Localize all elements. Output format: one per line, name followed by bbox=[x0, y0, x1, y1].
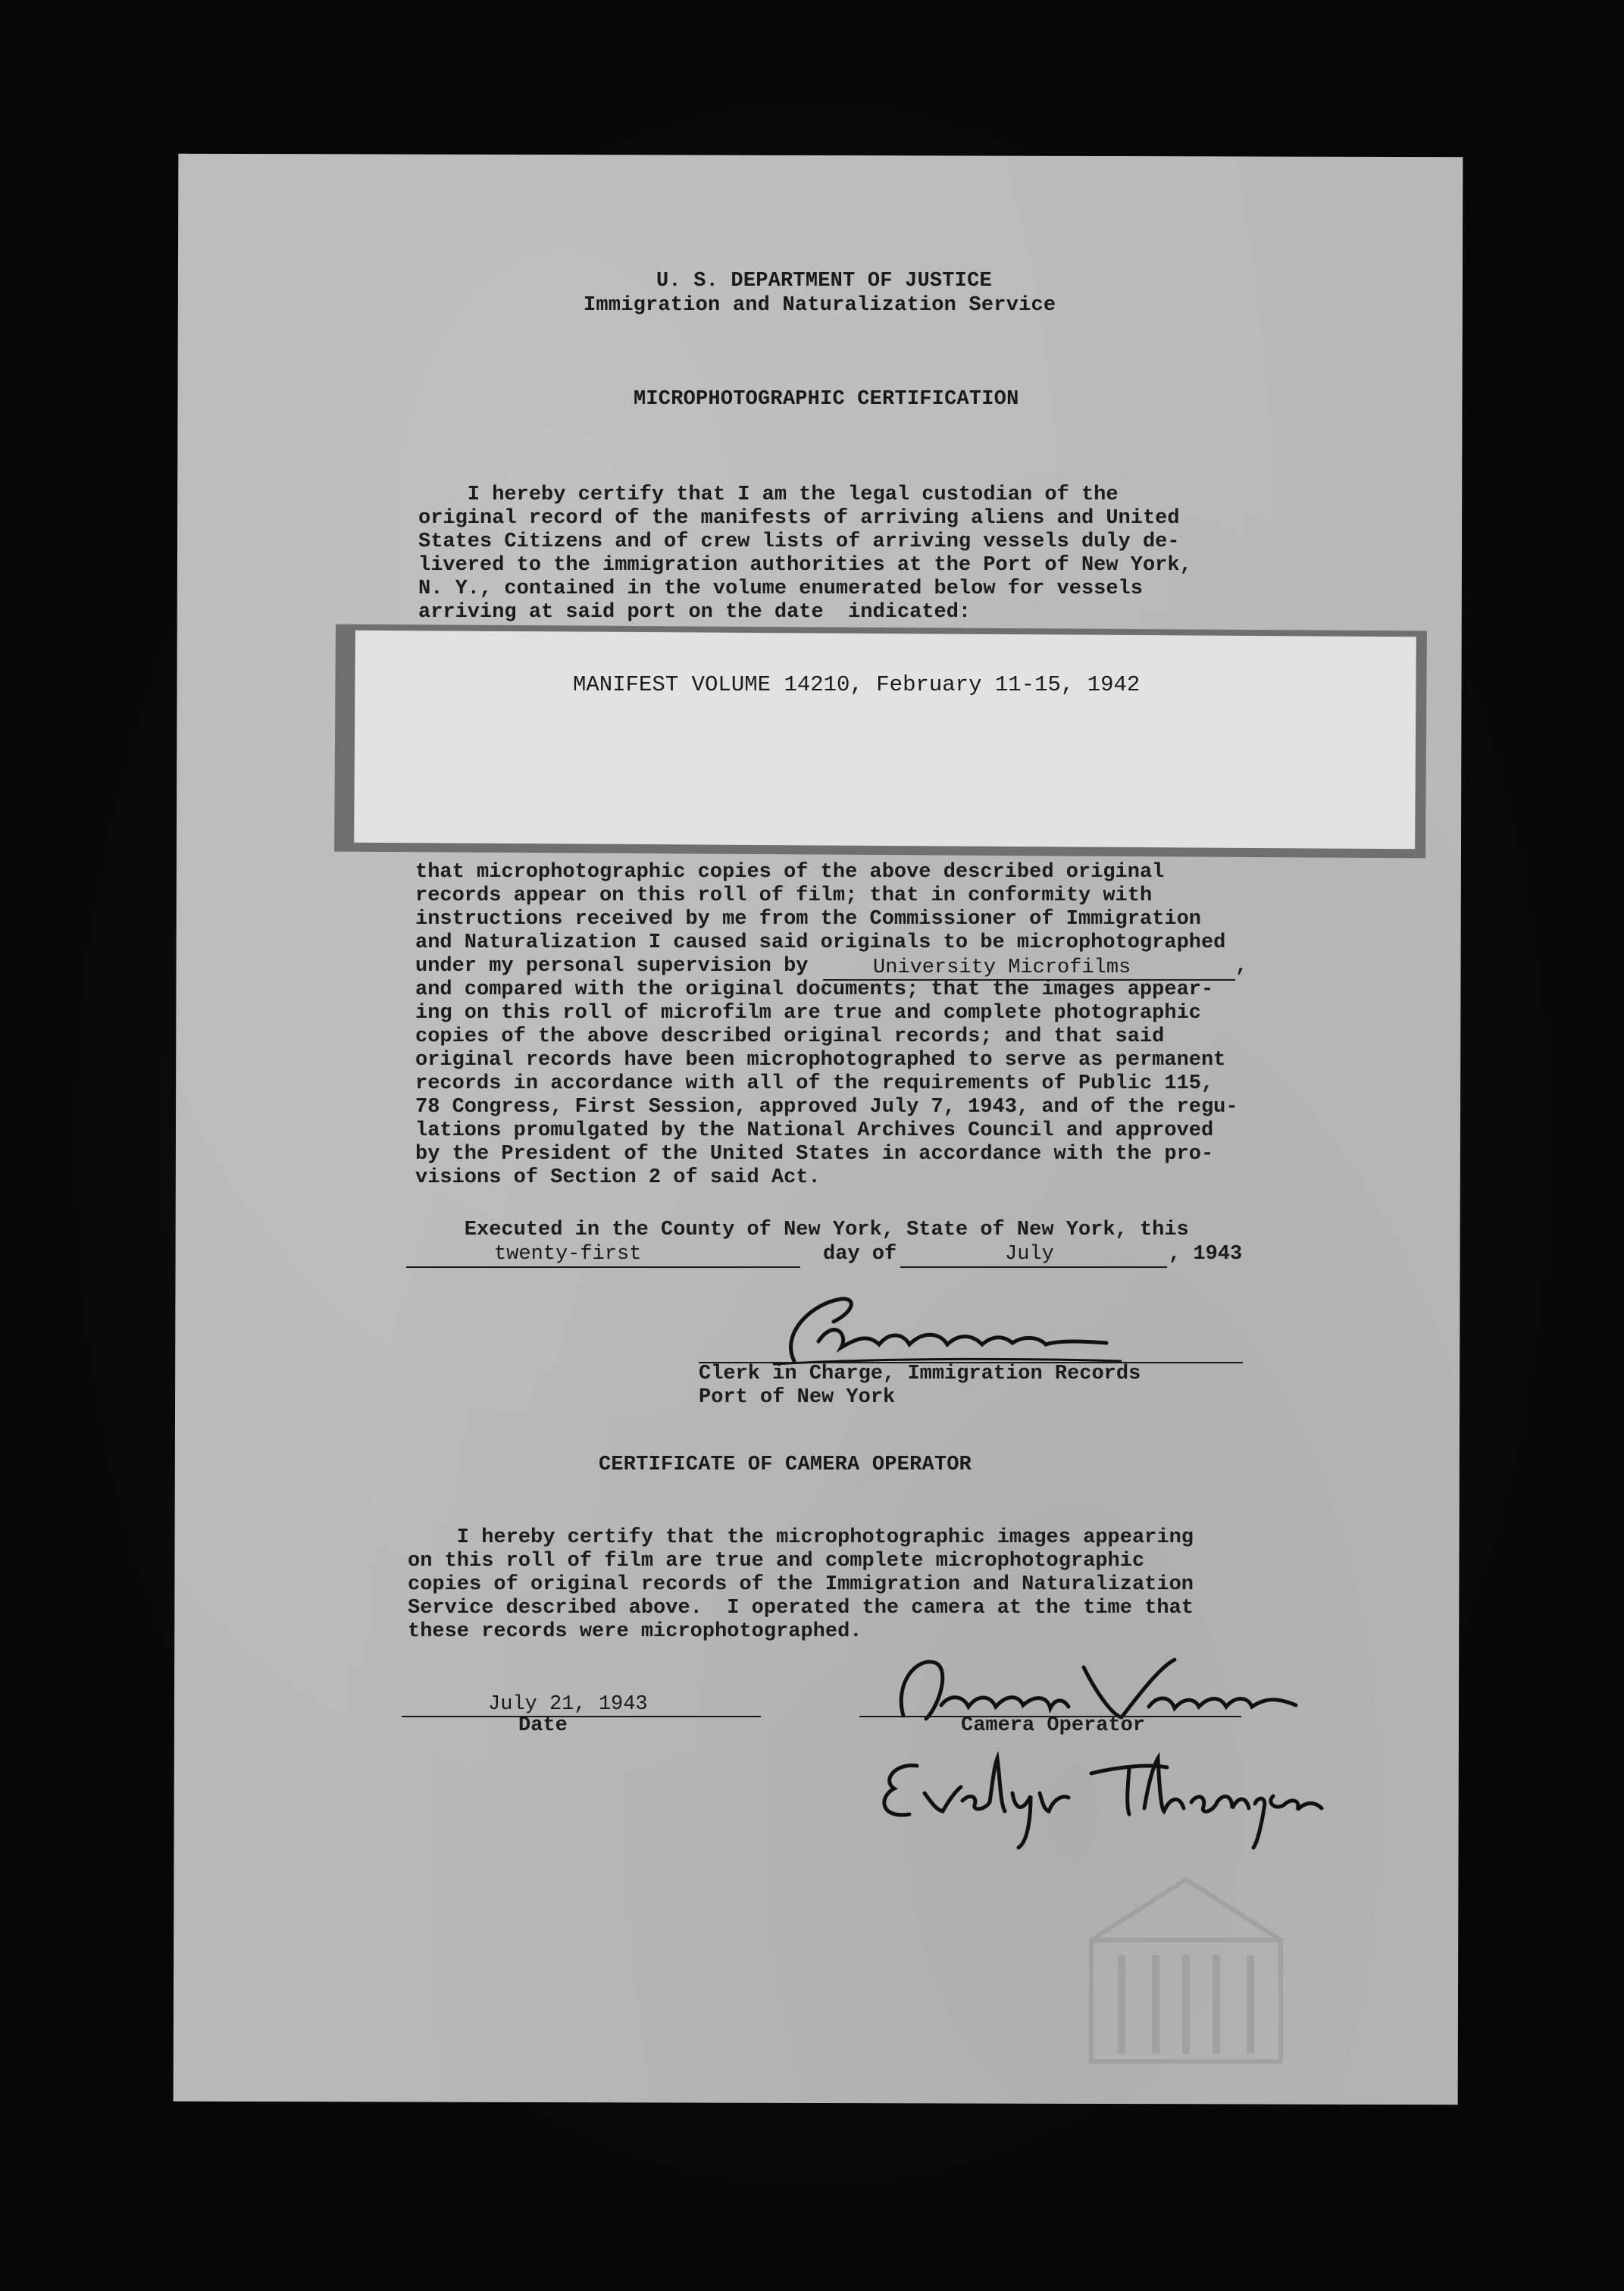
camera-date-underline bbox=[402, 1716, 761, 1717]
camera-cert-line: copies of original records of the Immigration and Naturalization bbox=[408, 1573, 1194, 1596]
supervisor-value: University Microfilms bbox=[873, 956, 1131, 979]
intro-line: N. Y., contained in the volume enumerated below for vessels bbox=[418, 577, 1143, 600]
camera-cert-line: on this roll of film are true and complete microphotographic bbox=[408, 1550, 1145, 1573]
body-line: that microphotographic copies of the above described original bbox=[415, 861, 1165, 884]
body-line: records in accordance with all of the requirements of Public 115, bbox=[415, 1072, 1214, 1095]
executed-day-value: twenty-first bbox=[494, 1243, 642, 1266]
camera-cert-line: I hereby certify that the microphotographic images appearing bbox=[408, 1526, 1194, 1549]
body-line: records appear on this roll of film; that in conformity with bbox=[415, 884, 1153, 907]
manifest-strip bbox=[354, 631, 1416, 850]
intro-line: original record of the manifests of arriving aliens and United bbox=[418, 507, 1180, 530]
intro-line: I hereby certify that I am the legal custodian of the bbox=[418, 484, 1119, 506]
supervisor-comma: , bbox=[1235, 955, 1248, 978]
agency-heading: U. S. DEPARTMENT OF JUSTICE bbox=[656, 270, 992, 293]
body-line: ing on this roll of microfilm are true and complete photographic bbox=[415, 1002, 1201, 1025]
body-line: and Naturalization I caused said originals to be microphotographed bbox=[415, 931, 1226, 954]
body-line: lations promulgated by the National Archives Council and approved bbox=[415, 1119, 1214, 1142]
executed-line: Executed in the County of New York, State of New York, this bbox=[415, 1219, 1189, 1241]
intro-line: livered to the immigration authorities at the Port of New York, bbox=[418, 554, 1192, 577]
executed-day-of: day of bbox=[823, 1243, 897, 1266]
camera-cert-line: these records were microphotographed. bbox=[408, 1620, 862, 1643]
body-line: by the President of the United States in accordance with the pro- bbox=[415, 1143, 1214, 1166]
body-line: original records have been microphotographed to serve as permanent bbox=[415, 1049, 1226, 1072]
camera-date-value: July 21, 1943 bbox=[488, 1693, 648, 1716]
camera-cert-line: Service described above. I operated the camera at the time that bbox=[408, 1597, 1194, 1620]
clerk-title: Clerk in Charge, Immigration Records bbox=[699, 1363, 1141, 1385]
executed-month-underline bbox=[900, 1266, 1167, 1268]
camera-date-label: Date bbox=[518, 1714, 568, 1737]
executed-day-underline bbox=[406, 1266, 800, 1268]
seal-watermark bbox=[1061, 1849, 1311, 2077]
executed-month-value: July bbox=[1005, 1243, 1054, 1266]
body-line: instructions received by me from the Commissioner of Immigration bbox=[415, 908, 1201, 931]
intro-line: States Citizens and of crew lists of arriving vessels duly de- bbox=[418, 530, 1180, 553]
body-line: 78 Congress, First Session, approved July 7, 1943, and of the regu- bbox=[415, 1096, 1238, 1119]
operator-signature-2 bbox=[864, 1735, 1334, 1849]
service-heading: Immigration and Naturalization Service bbox=[584, 294, 1056, 317]
page-title: MICROPHOTOGRAPHIC CERTIFICATION bbox=[634, 388, 1019, 411]
body-line: copies of the above described original records; and that said bbox=[415, 1025, 1165, 1048]
intro-line: arriving at said port on the date indicated: bbox=[418, 601, 972, 624]
clerk-location: Port of New York bbox=[699, 1386, 896, 1409]
body-line: visions of Section 2 of said Act. bbox=[415, 1166, 821, 1189]
camera-cert-heading: CERTIFICATE OF CAMERA OPERATOR bbox=[599, 1454, 972, 1476]
body-line: and compared with the original documents; that the images appear- bbox=[415, 978, 1214, 1001]
camera-operator-label: Camera Operator bbox=[961, 1714, 1146, 1737]
body-line: under my personal supervision by bbox=[415, 955, 809, 978]
executed-year: , 1943 bbox=[1169, 1243, 1243, 1266]
manifest-volume-text: MANIFEST VOLUME 14210, February 11-15, 1942 bbox=[573, 672, 1141, 697]
